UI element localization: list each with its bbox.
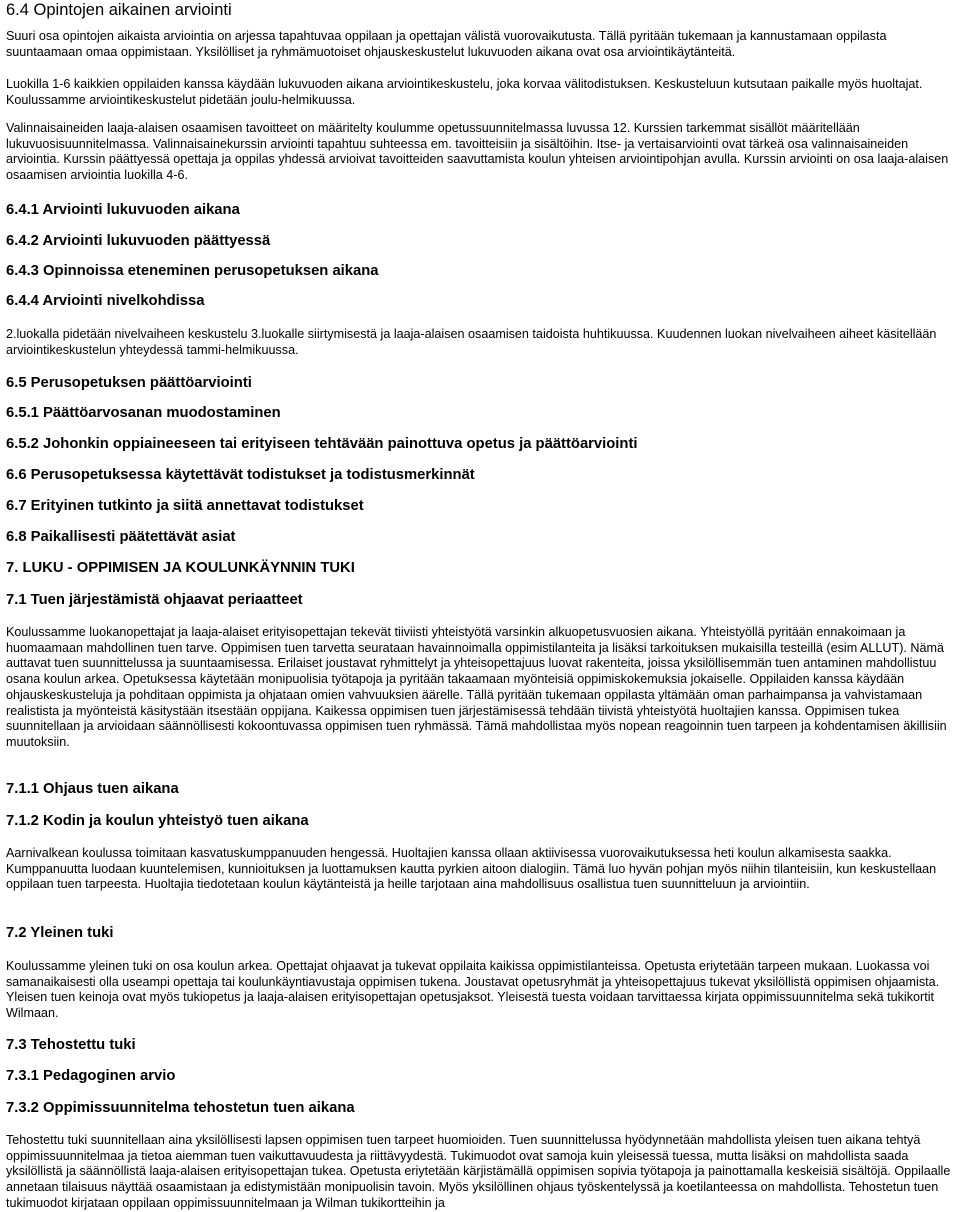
- heading-6-8: 6.8 Paikallisesti päätettävät asiat: [6, 529, 236, 545]
- heading-chapter-7: 7. LUKU - OPPIMISEN JA KOULUNKÄYNNIN TUKI: [6, 560, 355, 576]
- paragraph-kodin-ja-koulun-yhteistyo: Aarnivalkean koulussa toimitaan kasvatuskumppanuuden hengessä. Huoltajien kanssa ollaan aktiivisessa vuorovaikutuksessa heti koulun alkamisesta saakka. Kumppanuutta luodaan kuuntelemisen, kunnioituksen ja luottamuksen kautta pyrkien aitoon dialogiin. Tämä luo hyvän pohjan myös niihin tilanteisiin, kun keskustellaan oppilaan tuen tarpeesta. Huoltajia tiedotetaan koulun käytänteistä ja heille tarjotaan aina mahdollisuus osallistua tuen suunnitteluun ja arviointiin.: [6, 846, 937, 892]
- heading-6-4-3: 6.4.3 Opinnoissa eteneminen perusopetuksen aikana: [6, 263, 379, 279]
- heading-7-1-2: 7.1.2 Kodin ja koulun yhteistyö tuen aikana: [6, 813, 309, 829]
- heading-6-5: 6.5 Perusopetuksen päättöarviointi: [6, 375, 252, 391]
- heading-7-3-1: 7.3.1 Pedagoginen arvio: [6, 1068, 176, 1084]
- heading-6-5-1: 6.5.1 Päättöarvosanan muodostaminen: [6, 405, 281, 421]
- paragraph-tehostettu-tuki: Tehostettu tuki suunnitellaan aina yksilöllisesti lapsen oppimisen tuen tarpeet huomioiden. Tuen suunnittelussa hyödynnetään mahdollista yleisen tuen aikana tehtyä oppimissuunnitelmaa ja tietoa aiemman tuen vaikuttavuudesta ja riittävyydestä. Tukimuodot ovat samoja kuin yleisessä tuessa, mutta lisäksi on mahdollista saada yksilöllistä ja säännöllistä laaja-alaisen erityisopettajan tukea. Opetusta eriytetään kärjistämällä oppimisen sopivia työtapoja ja painottamalla keskeisiä sisältöjä. Oppilaalle annetaan tilaisuus näyttää osaamistaan ja edistymistään monipuolisin tavoin. Myös yksilöllinen ohjaus työskentelyssä ja koetilanteessa on mahdollista. Tehostetun tuen tukimuodot kirjataan oppilaan oppimissuunnitelmaan ja Wilman tukikortteihin ja: [6, 1133, 951, 1210]
- heading-6-7: 6.7 Erityinen tutkinto ja siitä annettavat todistukset: [6, 498, 364, 514]
- paragraph-luokilla: Luokilla 1-6 kaikkien oppilaiden kanssa käydään lukuvuoden aikana arviointikeskustelu, joka korvaa välitodistuksen. Keskusteluun kutsutaan paikalle myös huoltajat. Koulussamme arviointikeskustelut pidetään joulu-helmikuussa.: [6, 77, 923, 107]
- heading-6-6: 6.6 Perusopetuksessa käytettävät todistukset ja todistusmerkinnät: [6, 467, 475, 483]
- heading-6-4-2: 6.4.2 Arviointi lukuvuoden päättyessä: [6, 233, 271, 249]
- heading-6-4-1: 6.4.1 Arviointi lukuvuoden aikana: [6, 202, 240, 218]
- heading-7-3: 7.3 Tehostettu tuki: [6, 1037, 136, 1053]
- heading-7-2: 7.2 Yleinen tuki: [6, 925, 114, 941]
- heading-7-1: 7.1 Tuen järjestämistä ohjaavat periaatteet: [6, 592, 303, 608]
- paragraph-yleinen-tuki: Koulussamme yleinen tuki on osa koulun arkea. Opettajat ohjaavat ja tukevat oppilaita kaikissa oppimistilanteissa. Opetusta eriytetään tarpeen mukaan. Luokassa voi samanaikaisesti olla useampi opettaja tai koulunkäyntiavustaja oppimisen tukena. Joustavat opetusryhmät ja yhteisopettajuus tukevat yksilöllistä oppimisen ohjaamista. Yleisen tuen keinoja ovat myös tukiopetus ja laaja-alaisen erityisopettajan opetusjaksot. Yleisestä tuesta voidaan tarvittaessa kirjata oppimissuunnitelma sekä tukikortit Wilmaan.: [6, 959, 940, 1021]
- paragraph-valinnaisaineet: Valinnaisaineiden laaja-alaisen osaamisen tavoitteet on määritelty koulumme opetussuunnitelmassa luvussa 12. Kurssien tarkemmat sisällöt määritellään lukuvuosisuunnitelmassa. Valinnaisainekurssin arviointi tapahtuu suhteessa em. tavoitteisiin ja sisältöihin. Itse- ja vertaisarviointi ovat tärkeä osa valinnaisaineiden arviointia. Kurssin päättyessä opettaja ja oppilas yhdessä arvioivat tavoitteiden saavuttamista koulun yhteisen arviointipohjan avulla. Kurssin arviointi on osa laaja-alaisen osaamisen arviointia luokilla 4-6.: [6, 121, 949, 183]
- heading-7-1-1: 7.1.1 Ohjaus tuen aikana: [6, 781, 179, 797]
- paragraph-intro: Suuri osa opintojen aikaista arviointia on arjessa tapahtuvaa oppilaan ja opettajan välistä vuorovaikutusta. Tällä pyritään tukemaan ja kannustamaan oppilasta suuntaamaan omaa oppimistaan. Yksilölliset ja ryhmämuotoiset ohjauskeskustelut lukuvuoden aikana ovat osa arviointikäytänteitä.: [6, 29, 887, 59]
- heading-6-5-2: 6.5.2 Johonkin oppiaineeseen tai erityiseen tehtävään painottuva opetus ja päättöarviointi: [6, 436, 638, 452]
- paragraph-nivelkohdat: 2.luokalla pidetään nivelvaiheen keskustelu 3.luokalle siirtymisestä ja laaja-alaisen osaamisen taidoista huhtikuussa. Kuudennen luokan nivelvaiheen aiheet käsitellään arviointikeskustelun yhteydessä tammi-helmikuussa.: [6, 327, 937, 357]
- heading-6-4-4: 6.4.4 Arviointi nivelkohdissa: [6, 293, 205, 309]
- paragraph-tuen-periaatteet: Koulussamme luokanopettajat ja laaja-alaiset erityisopettajan tekevät tiiviisti yhteistyötä varsinkin alkuopetusvuosien aikana. Yhteistyöllä pyritään ennakoimaan ja huomaamaan mahdollinen tuen tarve. Oppimisen tuen tarvetta seurataan havainnoimalla oppimistilanteita ja lisäksi tarkoituksen mukaisilla testeillä (esim ALLUT). Nämä auttavat tuen suunnittelussa ja suuntaamisessa. Erilaiset joustavat ryhmittelyt ja yhteisopettajuus luovat rakenteita, joissa yksilöllisemmän tuen antaminen mahdollistuu osana koulun arkea. Opetuksessa käytetään monipuolisia työtapoja ja pyritään takaamaan myönteisiä oppimiskokemuksia jokaiselle. Oppilaiden kanssa käydään ohjauskeskusteluja ja pohditaan oppimista ja ohjataan omien vahvuuksien äärelle. Tällä pyritään tukemaan oppilasta yltämään oman parhaimpansa ja vahvistamaan realistista ja myönteistä käsitystään itsestään oppijana. Kaikessa oppimisen tuen järjestämisessä tehdään tiivistä yhteistyötä huoltajien kanssa. Oppimisen tukea suunnitellaan ja arvioidaan säännöllisesti kokoontuvassa oppimisen tuen ryhmässä. Tämä mahdollistaa myös nopean reagoinnin tuen tarpeen ja kohdentamisen äkillisiin muutoksiin.: [6, 625, 947, 749]
- heading-7-3-2: 7.3.2 Oppimissuunnitelma tehostetun tuen aikana: [6, 1100, 355, 1116]
- page-title: 6.4 Opintojen aikainen arviointi: [6, 1, 232, 19]
